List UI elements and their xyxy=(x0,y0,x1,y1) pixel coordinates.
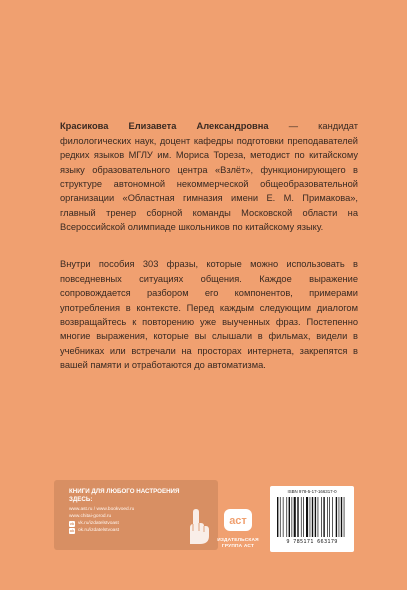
publisher-logo-text: аст xyxy=(229,515,247,527)
vk-link-text: vk.ru/izdatelstvoast xyxy=(78,521,119,526)
barcode-bar xyxy=(344,497,345,537)
barcode-bar xyxy=(323,497,324,537)
vk-icon: vk xyxy=(69,520,75,526)
barcode-bar xyxy=(329,497,330,537)
publisher-logo xyxy=(223,508,253,532)
barcode-bar xyxy=(283,497,284,537)
barcode xyxy=(275,497,349,537)
barcode-bar xyxy=(321,497,322,537)
barcode-bar xyxy=(341,497,342,537)
barcode-bar xyxy=(336,497,337,537)
barcode-bar xyxy=(339,497,340,537)
ok-icon: ok xyxy=(69,527,75,533)
author-bio xyxy=(60,119,358,234)
ok-link-text: ok.ru/izdatelstvoast xyxy=(78,528,120,533)
barcode-bar xyxy=(280,497,281,537)
promo-title: КНИГИ ДЛЯ ЛЮБОГО НАСТРОЕНИЯ ЗДЕСЬ: xyxy=(69,488,180,503)
barcode-bar xyxy=(301,497,302,537)
barcode-bar xyxy=(292,497,293,537)
barcode-bar xyxy=(327,497,328,537)
book-description: Внутри пособия 303 фразы, которые можно использовать в повседневных ситуациях общения. Каждое выражение сопровождается разбором его компонентов, примерами употребления в контексте. Перед каждым следующим диалогом возвращайтесь к повторению уже выученных фраз. Постепенно многие выражения, которые вы слышали в фильмах, видели в учебниках или встречали на просторах интернета, закрепятся в вашей памяти и отработаются до автоматизма. xyxy=(60,259,358,371)
barcode-digits: 9 785171 663179 xyxy=(286,539,338,545)
barcode-bar xyxy=(289,497,290,537)
social-link-ok[interactable] xyxy=(69,527,134,534)
promo-box xyxy=(54,480,218,550)
barcode-bar xyxy=(315,497,316,537)
author-bio-text: — кандидат филологических наук, доцент кафедры подготовки преподавателей редких языков МГЛУ им. Мориса Тореза, методист по китайскому языку образовательного центра «Взлёт», функционирующего в структуре автономной некоммерческой общеобразовательной организации «Областная гимназия имени Е. М. Примакова», главный тренер сборной команды Московской области на Всероссийской олимпиаде школьников по китайскому языку. xyxy=(60,121,358,233)
barcode-bar xyxy=(318,497,319,537)
isbn-barcode-block xyxy=(270,486,354,552)
barcode-bar xyxy=(286,497,287,537)
author-name: Красикова Елизавета Александровна xyxy=(60,121,269,132)
publisher-mark xyxy=(208,508,268,558)
publisher-label: ИЗДАТЕЛЬСКАЯ ГРУППА АСТ xyxy=(217,538,259,549)
barcode-bar xyxy=(294,497,296,537)
barcode-bar xyxy=(306,497,308,537)
barcode-bar xyxy=(310,497,311,537)
promo-link-ast-bookvoed[interactable]: www.ast.ru / www.bookvoed.ru xyxy=(69,507,135,512)
promo-links xyxy=(69,506,134,534)
social-link-vk[interactable] xyxy=(69,520,134,527)
barcode-bar xyxy=(332,497,333,537)
promo-link-chitai-gorod[interactable]: www.chitai-gorod.ru xyxy=(69,514,112,519)
isbn-label: ISBN 978-5-17-166317-0 xyxy=(287,489,337,494)
barcode-bar xyxy=(312,497,313,537)
barcode-bar xyxy=(297,497,298,537)
barcode-bar xyxy=(303,497,304,537)
barcode-bar xyxy=(277,497,278,537)
